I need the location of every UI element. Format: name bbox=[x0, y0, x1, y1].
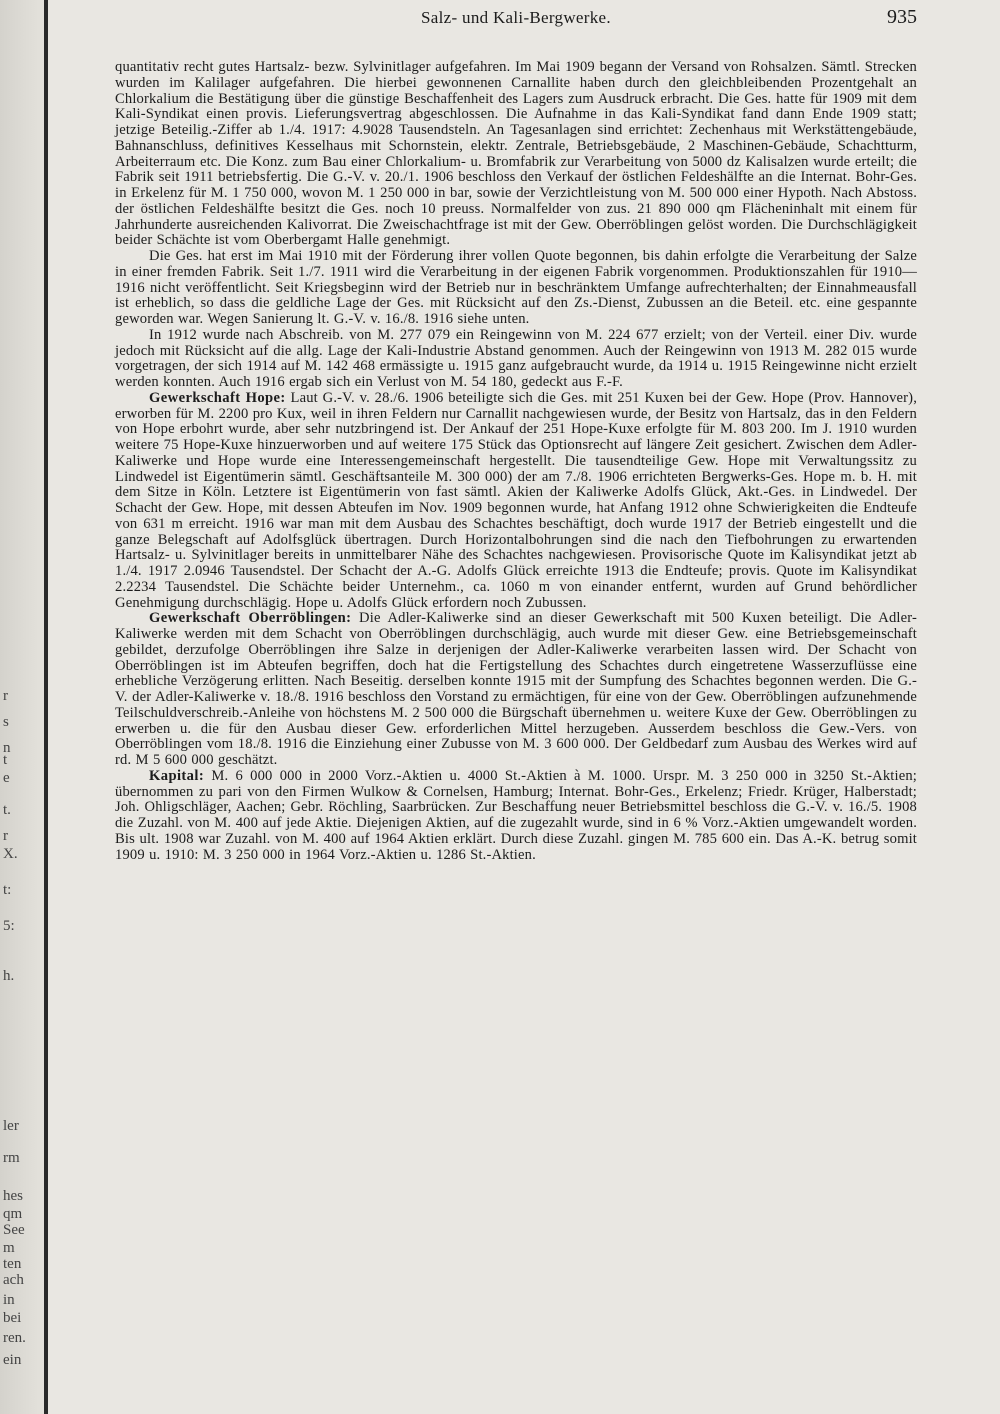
section-lead-hope: Gewerkschaft Hope: bbox=[149, 389, 286, 406]
margin-fragment: ach bbox=[3, 1272, 24, 1288]
margin-fragment: See bbox=[3, 1222, 25, 1238]
margin-fragment: t. bbox=[3, 802, 11, 818]
binding-edge bbox=[44, 0, 48, 1414]
paragraph-text: In 1912 wurde nach Abschreib. von M. 277 079 ein Reingewinn von M. 224 677 erzielt; von der Verteil. einer Div. wurde jedoch mit Rücksicht auf die allg. Lage der Kali-Industrie Abstand genommen. Auch der Reingewinn von 1913 M. 282 015 wurde vorgetragen, der sich 1914 auf M. 142 468 ermässigte u. 1915 ganz aufgebraucht wurde, da 1914 u. 1915 Reingewinne nicht erzielt werden konnten. Auch 1916 ergab sich ein Verlust von M. 54 180, gedeckt aus F.-F. bbox=[115, 326, 917, 390]
margin-fragment: s bbox=[3, 714, 9, 730]
margin-fragment: r bbox=[3, 828, 8, 844]
margin-fragment: t: bbox=[3, 882, 12, 898]
text-column bbox=[115, 60, 917, 863]
margin-fragment: e bbox=[3, 770, 10, 786]
paragraph-text: M. 6 000 000 in 2000 Vorz.-Aktien u. 4000 St.-Aktien à M. 1000. Urspr. M. 3 250 000 in 3250 St.-Aktien; übernommen zu pari von den Firmen Wulkow & Cornelsen, Hamburg; Internat. Bohr-Ges., Erkelenz; Friedr. Krüger, Halberstadt; Joh. Ohligschläger, Aachen; Gebr. Röchling, Saarbrücken. Zur Beschaffung neuer Betriebsmittel beschloss die G.-V. v. 16./5. 1908 die Zuzahl. von M. 400 auf jede Aktie. Diejenigen Aktien, auf die zugezahlt wurde, sind in 6 % Vorz.-Aktien umgewandelt worden. Bis ult. 1908 war Zuzahl. von M. 400 auf 1964 Aktien erklärt. Durch diese Zuzahl. gingen M. 785 600 ein. Das A.-K. betrug somit 1909 u. 1910: M. 3 250 000 in 1964 Vorz.-Aktien u. 1286 St.-Aktien. bbox=[115, 767, 917, 863]
margin-fragment: n bbox=[3, 740, 11, 756]
margin-fragment: ein bbox=[3, 1352, 22, 1368]
paragraph-gewerkschaft-oberroeblingen bbox=[115, 611, 917, 769]
paragraph-kapital bbox=[115, 769, 917, 864]
margin-fragment: h. bbox=[3, 968, 15, 984]
margin-fragment: ren. bbox=[3, 1330, 26, 1346]
adjacent-page-fragments bbox=[0, 0, 40, 1414]
margin-fragment: X. bbox=[3, 846, 18, 862]
running-header bbox=[115, 8, 917, 32]
paragraph-reingewinn bbox=[115, 328, 917, 391]
margin-fragment: rm bbox=[3, 1150, 20, 1166]
section-lead-kapital: Kapital: bbox=[149, 767, 205, 784]
margin-fragment: ler bbox=[3, 1118, 19, 1134]
paragraph-text: quantitativ recht gutes Hartsalz- bezw. Sylvinitlager aufgefahren. Im Mai 1909 begann der Versand von Rohsalzen. Sämtl. Strecken wurden im Kalilager aufgefahren. Die hierbei gewonnenen Carnallite haben durch den gleichbleibenden Prozentgehalt an Chlorkalium die Bestätigung über die günstige Beschaffenheit des Lagers zum Ausdruck erbracht. Die Ges. hatte für 1909 mit dem Kali-Syndikat einen provis. Lieferungsvertrag abgeschlossen. Die Aufnahme in das Kali-Syndikat fand dann Ende 1909 statt; jetzige Beteilig.-Ziffer ab 1./4. 1917: 4.9028 Tausendsteln. An Tagesanlagen sind errichtet: Zechenhaus mit Werkstättengebäude, Bahnanschluss, definitives Kesselhaus mit Schornstein, elektr. Zentrale, Betriebsgebäude, 2 Maschinen-Gebäude, Schachtturm, Arbeiterraum etc. Die Konz. zum Bau einer Chlorkalium- u. Bromfabrik zur Verarbeitung von 5000 dz Kalisalzen wurde erteilt; die Fabrik seit 1911 betriebsfertig. Die G.-V. v. 20./1. 1906 beschloss den Verkauf der östlichen Feldeshälfte an die Internat. Bohr-Ges. in Erkelenz für M. 1 750 000, wovon M. 1 250 000 in bar, sowie der Verzichtleistung von M. 500 000 einer Hypoth. Nach Abstoss. der östlichen Feldeshälfte besitzt die Ges. noch 10 preuss. Normalfelder von zus. 21 890 000 qm Flächeninhalt mit einem für Jahrhunderte ausreichenden Kalivorrat. Die Zweischachtfrage ist mit der Gew. Oberröblingen gelöst worden. Die Durchschlägigkeit beider Schächte ist vom Oberbergamt Halle genehmigt. bbox=[115, 59, 917, 249]
margin-fragment: m bbox=[3, 1240, 15, 1256]
paragraph-text: Die Adler-Kaliwerke sind an dieser Gewerkschaft mit 500 Kuxen beteiligt. Die Adler-Kaliwerke werden mit dem Schacht von Oberröblingen durchschlägig, auch wurde mit dieser Gew. eine Betriebsgemeinschaft gebildet, derzufolge Oberröblingen ihre Salze in derjenigen der Adler-Kaliwerke verarbeiten lassen wird. Der Schacht von Oberröblingen ist im Abteufen begriffen, doch hat die Fertigstellung des Schachtes durch eingetretene Wasserzuflüsse eine erhebliche Verzögerung erlitten. Nach Beseitig. derselben konnte 1915 mit der Sumpfung des Schachtes begonnen werden. Die G.-V. der Adler-Kaliwerke v. 18./8. 1916 beschloss den Vorstand zu ermächtigen, für eine von der Gew. Oberröblingen aufzunehmende Teilschuldverschreib.-Anleihe von höchstens M. 2 500 000 die Bürgschaft übernehmen u. weitere Kuxe der Gew. Oberröblingen zu erwerben u. die für den Ausbau dieser Gew. erforderlichen Mittel herzugeben. Ausserdem beschloss die Gew.-Vers. von Oberröblingen vom 18./8. 1916 die Einziehung einer Zubusse von M. 3 600 000. Der Geldbedarf zum Ausbau des Werkes wird auf rd. M 5 600 000 geschätzt. bbox=[115, 610, 917, 768]
margin-fragment: qm bbox=[3, 1206, 23, 1222]
margin-fragment: bei bbox=[3, 1310, 22, 1326]
margin-fragment: r bbox=[3, 688, 8, 704]
margin-fragment: 5: bbox=[3, 918, 15, 934]
paragraph-text: Laut G.-V. v. 28./6. 1906 beteiligte sich die Ges. mit 251 Kuxen bei der Gew. Hope (Prov. Hannover), erworben für M. 2200 pro Kux, weil in ihren Feldern nur Carnallit nachgewiesen wurde, der Besitz von Hartsalz, das in den Feldern von Hope erbohrt wurde, aber sehr nutzbringend ist. Der Ankauf der 251 Hope-Kuxe erfolgte für M. 803 200. Im J. 1910 wurden weitere 75 Hope-Kuxe hinzuerworben und auf weitere 175 Stück das Optionsrecht auf längere Zeit gesichert. Zwischen dem Adler-Kaliwerke und Hope wurde eine Interessengemeinschaft hergestellt. Die tausendteilige Gew. Hope mit Verwaltungssitz zu Lindwedel ist Eigentümerin sämtl. Geschäftsanteile M. 300 000) der am 7./8. 1906 errichteten Bergwerks-Ges. Hope m. b. H. mit dem Sitze in Köln. Letztere ist Eigentümerin von fast sämtl. Akien der Kaliwerke Adolfs Glück, Akt.-Ges. in Lindwedel. Der Schacht der Gew. Hope, mit dessen Abteufen im Nov. 1909 begonnen wurde, hat Anfang 1912 ohne Schwierigkeiten die Endteufe von 631 m erreicht. 1916 war man mit dem Ausbau des Schachtes beschäftigt, doch wurde 1917 der Betrieb eingestellt und die ganze Belegschaft auf Adolfsglück übertragen. Durch Horizontalbohrungen sind die nach den Tiefbohrungen zu erwartenden Hartsalz- u. Sylvinitlager bereits in unmittelbarer Nähe des Schachtes nachgewiesen. Provisorische Quote im Kalisyndikat jetzt ab 1./4. 1917 2.0946 Tausendstel. Der Schacht der A.-G. Adolfs Glück erreichte 1913 die Endteufe; provis. Quote im Kalisyndikat 2.2234 Tausendstel. Die Schächte beider Unternehm., ca. 1060 m von einander entfernt, wurden auf Grund behördlicher Genehmigung durchschlägig. Hope u. Adolfs Glück erfordern noch Zubussen. bbox=[115, 389, 917, 611]
paragraph-foerderung bbox=[115, 249, 917, 328]
running-title: Salz- und Kali-Bergwerke. bbox=[421, 8, 611, 27]
section-lead-oberroeblingen: Gewerkschaft Oberröblingen: bbox=[149, 610, 352, 627]
margin-fragment: t bbox=[3, 752, 8, 768]
page-number: 935 bbox=[887, 6, 917, 28]
margin-fragment: in bbox=[3, 1292, 15, 1308]
paragraph-gewerkschaft-hope bbox=[115, 391, 917, 612]
paragraph-sylvinit-versand bbox=[115, 60, 917, 249]
paragraph-text: Die Ges. hat erst im Mai 1910 mit der Förderung ihrer vollen Quote begonnen, bis dahin erfolgte die Verarbeitung der Salze in einer fremden Fabrik. Seit 1./7. 1911 wird die Verarbeitung in der eigenen Fabrik vorgenommen. Produktionszahlen für 1910—1916 nicht veröffentlicht. Seit Kriegsbeginn wird der Betrieb nur in beschränktem Umfange aufrechterhalten; der Einnahmeausfall ist erheblich, so dass die geldliche Lage der Ges. mit Rücksicht auf den Zs.-Dienst, Zubussen an die Beteil. etc. eine gespannte geworden war. Wegen Sanierung lt. G.-V. v. 16./8. 1916 siehe unten. bbox=[115, 248, 917, 327]
margin-fragment: ten bbox=[3, 1256, 22, 1272]
margin-fragment: hes bbox=[3, 1188, 23, 1204]
